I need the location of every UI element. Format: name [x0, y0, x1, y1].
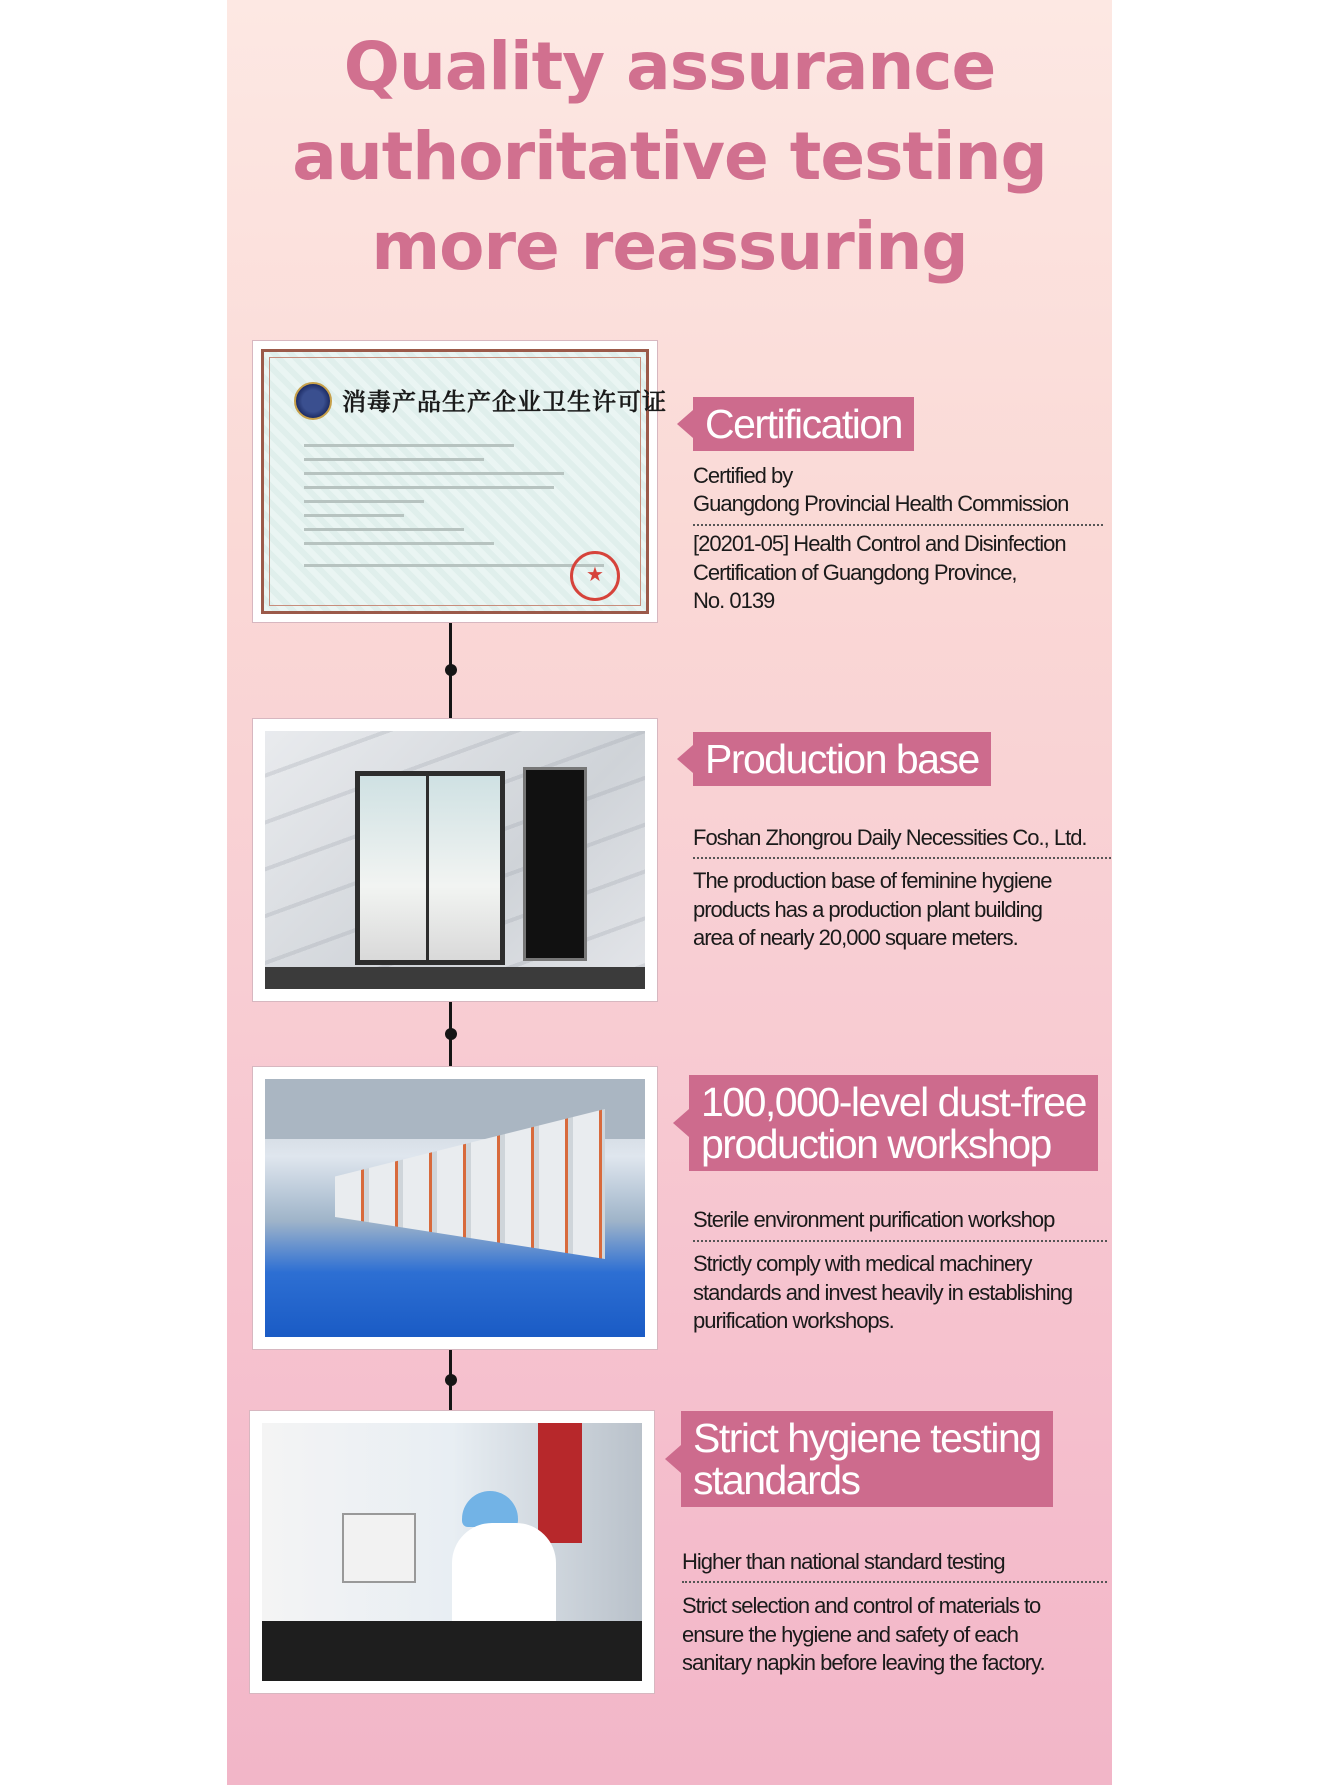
section-body: [20201-05] Health Control and Disinfection Certification of Guangdong Province, No. 0139	[693, 531, 1066, 613]
divider	[693, 857, 1111, 859]
production-base-image	[252, 718, 658, 1002]
certificate	[261, 349, 667, 614]
divider	[682, 1581, 1107, 1583]
workshop-image	[252, 1066, 658, 1350]
section-tag-workshop: 100,000-level dust-free production workshop	[689, 1075, 1098, 1171]
section-subtitle: Certified by Guangdong Provincial Health Commission	[693, 463, 1069, 516]
section-body: Strictly comply with medical machinery standards and invest heavily in establishing purification workshops.	[693, 1251, 1073, 1333]
timeline-dot	[445, 664, 457, 676]
company-sign	[523, 767, 587, 961]
certificate-title: 消毒产品生产企业卫生许可证	[342, 387, 667, 416]
section-body: Strict selection and control of materials to ensure the hygiene and safety of each sanitary napkin before leaving the factory.	[682, 1593, 1045, 1675]
divider	[693, 1240, 1107, 1242]
timeline-dot	[445, 1374, 457, 1386]
section-body: The production base of feminine hygiene products has a production plant building area of nearly 20,000 square meters.	[693, 868, 1052, 950]
page-headline	[227, 22, 1112, 292]
section-tag-hygiene-testing: Strict hygiene testing standards	[681, 1411, 1053, 1507]
lab-testing-image	[249, 1410, 655, 1694]
headline-line-3: more reassuring	[371, 208, 968, 285]
timeline-dot	[445, 1028, 457, 1040]
section-subtitle: Higher than national standard testing	[682, 1549, 1005, 1574]
divider	[693, 524, 1103, 526]
glass-door	[355, 771, 505, 965]
section-tag-production-base: Production base	[693, 732, 991, 786]
section-tag-certification: Certification	[693, 397, 914, 451]
headline-line-2: authoritative testing	[292, 118, 1047, 195]
red-seal-icon	[570, 551, 620, 601]
section-subtitle: Sterile environment purification workshop	[693, 1207, 1055, 1232]
section-subtitle: Foshan Zhongrou Daily Necessities Co., Ltd.	[693, 825, 1087, 850]
headline-line-1: Quality assurance	[343, 28, 996, 105]
content-panel	[227, 0, 1112, 1785]
certificate-image	[252, 340, 667, 623]
emblem-icon	[294, 382, 332, 420]
